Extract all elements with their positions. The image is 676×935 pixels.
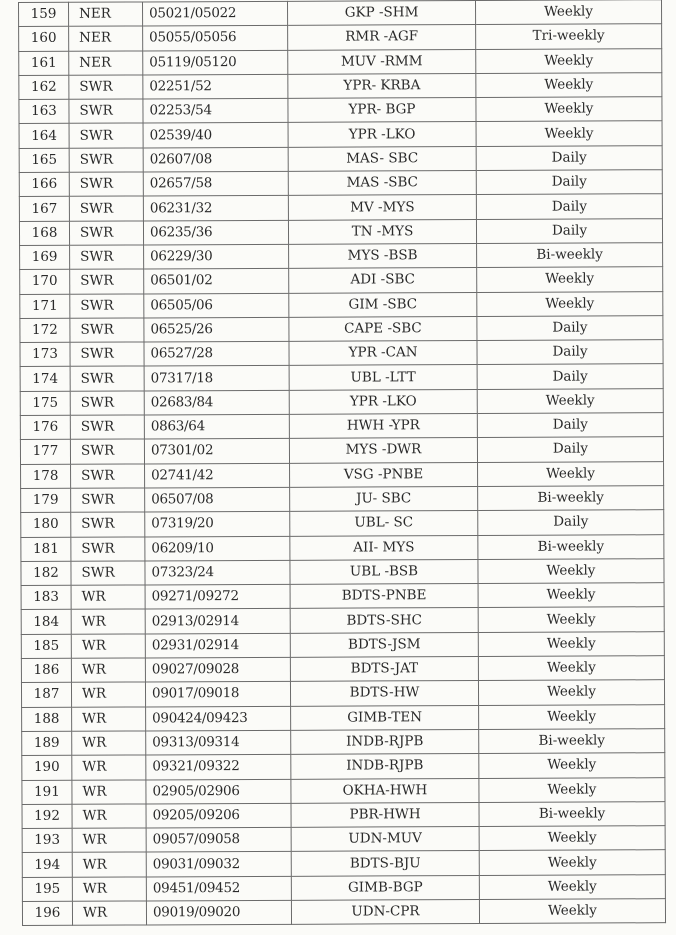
railway-zone-cell: WR [72,877,146,902]
train-number-cell: 090424/09423 [146,706,291,731]
route-cell: TN -MYS [288,219,476,244]
table-row [21,510,664,537]
train-number-cell: 09017/09018 [145,682,290,707]
frequency-cell: Weekly [476,97,662,122]
frequency-cell: Weekly [479,850,665,875]
train-number-cell: 06231/32 [143,196,288,221]
route-cell: ADI -SBC [289,268,477,293]
railway-zone-cell: SWR [71,488,145,513]
route-cell: BDTS-JSM [290,632,478,657]
route-cell: UBL -LTT [289,365,477,390]
serial-number-cell: 189 [22,731,72,756]
serial-number-cell: 182 [21,561,71,586]
frequency-cell: Daily [476,145,662,170]
railway-zone-cell: WR [72,901,146,926]
railway-zone-cell: SWR [70,269,144,294]
table-row [21,583,664,610]
frequency-cell: Daily [476,170,662,195]
serial-number-cell: 187 [21,683,71,708]
railway-zone-cell: SWR [69,148,143,173]
railway-zone-cell: SWR [70,342,144,367]
railway-zone-cell: SWR [71,561,145,586]
frequency-cell: Weekly [479,753,665,778]
serial-number-cell: 169 [20,245,70,270]
frequency-cell: Bi-weekly [478,534,664,559]
train-number-cell: 02253/54 [143,99,288,124]
serial-number-cell: 174 [20,367,70,392]
serial-number-cell: 181 [21,537,71,562]
frequency-cell: Bi-weekly [479,729,665,754]
train-number-cell: 02539/40 [143,123,288,148]
table-row [22,801,665,828]
train-number-cell: 02657/58 [143,171,288,196]
table-body [19,0,666,926]
railway-zone-cell: SWR [70,439,144,464]
table-row [20,340,663,367]
route-cell: INDB-RJPB [291,754,479,779]
route-cell: YPR -LKO [289,389,477,414]
table-row [22,753,665,780]
frequency-cell: Weekly [476,121,662,146]
train-number-cell: 02931/02914 [145,633,290,658]
route-cell: VSG -PNBE [290,462,478,487]
frequency-cell: Daily [478,510,664,535]
railway-zone-cell: SWR [69,123,143,148]
train-number-cell: 06525/26 [144,317,289,342]
railway-zone-cell: WR [72,804,146,829]
railway-zone-cell: SWR [71,536,145,561]
frequency-cell: Daily [476,218,662,243]
route-cell: RMR -AGF [288,25,476,50]
railway-zone-cell: SWR [69,75,143,100]
train-number-cell: 09313/09314 [146,730,291,755]
frequency-cell: Weekly [475,0,661,25]
table-row [19,145,662,172]
serial-number-cell: 171 [20,294,70,319]
railway-zone-cell: WR [72,779,146,804]
table-row [22,704,665,731]
frequency-cell: Daily [477,316,663,341]
train-number-cell: 02905/02906 [146,779,291,804]
railway-zone-cell: WR [72,755,146,780]
serial-number-cell: 188 [22,707,72,732]
table-row [19,121,662,148]
railway-zone-cell: SWR [71,464,145,489]
train-number-cell: 06527/28 [144,341,289,366]
serial-number-cell: 195 [22,877,72,902]
railway-zone-cell: WR [72,852,146,877]
table-row [21,534,664,561]
table-row [22,826,665,853]
train-number-cell: 0863/64 [144,414,289,439]
frequency-cell: Weekly [478,631,664,656]
route-cell: GIMB-TEN [291,705,479,730]
frequency-cell: Weekly [479,826,665,851]
frequency-cell: Bi-weekly [478,486,664,511]
railway-zone-cell: SWR [70,318,144,343]
table-row [20,413,663,440]
railway-zone-cell: WR [71,585,145,610]
table-row [20,267,663,294]
train-number-cell: 07323/24 [145,560,290,585]
frequency-cell: Weekly [478,559,664,584]
railway-zone-cell: WR [71,682,145,707]
train-number-cell: 09205/09206 [146,803,291,828]
train-number-cell: 06505/06 [144,293,289,318]
route-cell: MYS -DWR [289,438,477,463]
table-row [19,24,662,51]
table-row [22,874,665,901]
table-row [21,559,664,586]
serial-number-cell: 191 [22,780,72,805]
serial-number-cell: 177 [20,440,70,465]
frequency-cell: Weekly [476,73,662,98]
serial-number-cell: 162 [19,75,69,100]
train-number-cell: 07317/18 [144,366,289,391]
serial-number-cell: 194 [22,853,72,878]
serial-number-cell: 180 [21,513,71,538]
serial-number-cell: 159 [19,2,69,27]
table-row [19,170,662,197]
railway-zone-cell: WR [71,634,145,659]
route-cell: MUV -RMM [288,49,476,74]
route-cell: YPR -CAN [289,341,477,366]
frequency-cell: Weekly [478,607,664,632]
train-number-cell: 05021/05022 [143,1,288,26]
table-row [22,777,665,804]
route-cell: MYS -BSB [289,243,477,268]
train-number-cell: 05119/05120 [143,50,288,75]
serial-number-cell: 196 [22,901,72,926]
serial-number-cell: 176 [20,415,70,440]
frequency-cell: Weekly [478,461,664,486]
table-row [19,218,662,245]
serial-number-cell: 164 [19,124,69,149]
table-row [19,97,662,124]
railway-zone-cell: SWR [69,99,143,124]
serial-number-cell: 163 [19,99,69,124]
serial-number-cell: 161 [19,51,69,76]
railway-zone-cell: SWR [70,391,144,416]
route-cell: GIM -SBC [289,292,477,317]
train-number-cell: 09019/09020 [146,900,291,925]
frequency-cell: Weekly [477,267,663,292]
table-row [20,243,663,270]
train-schedule-table [18,0,666,926]
route-cell: GIMB-BGP [291,875,479,900]
railway-zone-cell: SWR [70,366,144,391]
frequency-cell: Weekly [478,583,664,608]
serial-number-cell: 183 [21,585,71,610]
train-number-cell: 02251/52 [143,74,288,99]
route-cell: BDTS-HW [290,681,478,706]
serial-number-cell: 184 [21,610,71,635]
route-cell: YPR- KRBA [288,73,476,98]
train-number-cell: 02683/84 [144,390,289,415]
route-cell: CAPE -SBC [289,316,477,341]
route-cell: BDTS-SHC [290,608,478,633]
serial-number-cell: 160 [19,27,69,52]
railway-zone-cell: SWR [69,196,143,221]
train-number-cell: 09057/09058 [146,827,291,852]
serial-number-cell: 179 [21,488,71,513]
frequency-cell: Weekly [478,680,664,705]
table-row [21,656,664,683]
table-row [21,607,664,634]
serial-number-cell: 175 [20,391,70,416]
route-cell: PBR-HWH [291,802,479,827]
train-number-cell: 09321/09322 [146,755,291,780]
route-cell: UDN-CPR [291,899,479,924]
serial-number-cell: 166 [19,172,69,197]
railway-zone-cell: WR [72,828,146,853]
train-number-cell: 02913/02914 [145,609,290,634]
railway-zone-cell: WR [71,609,145,634]
serial-number-cell: 172 [20,318,70,343]
train-number-cell: 02741/42 [145,463,290,488]
serial-number-cell: 178 [21,464,71,489]
frequency-cell: Weekly [477,388,663,413]
route-cell: UDN-MUV [291,827,479,852]
route-cell: BDTS-PNBE [290,584,478,609]
table-row [19,194,662,221]
route-cell: BDTS-BJU [291,851,479,876]
route-cell: UBL- SC [290,511,478,536]
train-number-cell: 06501/02 [144,269,289,294]
frequency-cell: Daily [477,437,663,462]
railway-zone-cell: WR [71,658,145,683]
table-row [22,729,665,756]
train-number-cell: 07301/02 [144,439,289,464]
serial-number-cell: 167 [19,197,69,222]
frequency-cell: Weekly [479,704,665,729]
frequency-cell: Bi-weekly [479,801,665,826]
table-row [21,486,664,513]
serial-number-cell: 173 [20,342,70,367]
table-row [21,461,664,488]
railway-zone-cell: SWR [70,294,144,319]
frequency-cell: Weekly [479,874,665,899]
route-cell: GKP -SHM [287,1,475,26]
table-row [22,850,665,877]
route-cell: JU- SBC [290,486,478,511]
table-row [20,364,663,391]
route-cell: INDB-RJPB [291,729,479,754]
route-cell: HWH -YPR [289,414,477,439]
train-number-cell: 09271/09272 [145,584,290,609]
serial-number-cell: 165 [19,148,69,173]
train-number-cell: 09451/09452 [146,876,291,901]
railway-zone-cell: WR [72,707,146,732]
frequency-cell: Daily [476,194,662,219]
frequency-cell: Weekly [478,656,664,681]
route-cell: YPR- BGP [288,98,476,123]
railway-zone-cell: NER [69,2,143,27]
train-number-cell: 09031/09032 [146,852,291,877]
serial-number-cell: 190 [22,755,72,780]
train-number-cell: 06209/10 [145,536,290,561]
route-cell: MAS -SBC [288,171,476,196]
route-cell: MV -MYS [288,195,476,220]
frequency-cell: Daily [477,364,663,389]
serial-number-cell: 168 [19,221,69,246]
serial-number-cell: 170 [20,270,70,295]
frequency-cell: Weekly [476,48,662,73]
railway-zone-cell: SWR [71,512,145,537]
railway-zone-cell: NER [69,51,143,76]
serial-number-cell: 193 [22,828,72,853]
frequency-cell: Weekly [479,899,665,924]
serial-number-cell: 185 [21,634,71,659]
table-row [20,316,663,343]
table-row [20,388,663,415]
route-cell: AII- MYS [290,535,478,560]
train-number-cell: 06235/36 [143,220,288,245]
train-number-cell: 02607/08 [143,147,288,172]
route-cell: UBL -BSB [290,559,478,584]
table-row [19,73,662,100]
train-number-cell: 06229/30 [144,244,289,269]
table-row [19,0,662,27]
train-number-cell: 05055/05056 [143,26,288,51]
serial-number-cell: 186 [21,658,71,683]
frequency-cell: Weekly [477,291,663,316]
frequency-cell: Tri-weekly [476,24,662,49]
train-number-cell: 09027/09028 [145,657,290,682]
railway-zone-cell: SWR [69,221,143,246]
route-cell: OKHA-HWH [291,778,479,803]
railway-zone-cell: WR [72,731,146,756]
train-number-cell: 07319/20 [145,512,290,537]
route-cell: MAS- SBC [288,146,476,171]
frequency-cell: Daily [477,413,663,438]
table-row [20,291,663,318]
railway-zone-cell: SWR [70,415,144,440]
table-row [22,899,665,926]
frequency-cell: Daily [477,340,663,365]
frequency-cell: Weekly [479,777,665,802]
route-cell: BDTS-JAT [290,657,478,682]
table-row [21,680,664,707]
frequency-cell: Bi-weekly [477,243,663,268]
table-row [19,48,662,75]
railway-zone-cell: NER [69,26,143,51]
table-row [20,437,663,464]
railway-zone-cell: SWR [70,245,144,270]
table-row [21,631,664,658]
train-number-cell: 06507/08 [145,487,290,512]
serial-number-cell: 192 [22,804,72,829]
railway-zone-cell: SWR [69,172,143,197]
route-cell: YPR -LKO [288,122,476,147]
